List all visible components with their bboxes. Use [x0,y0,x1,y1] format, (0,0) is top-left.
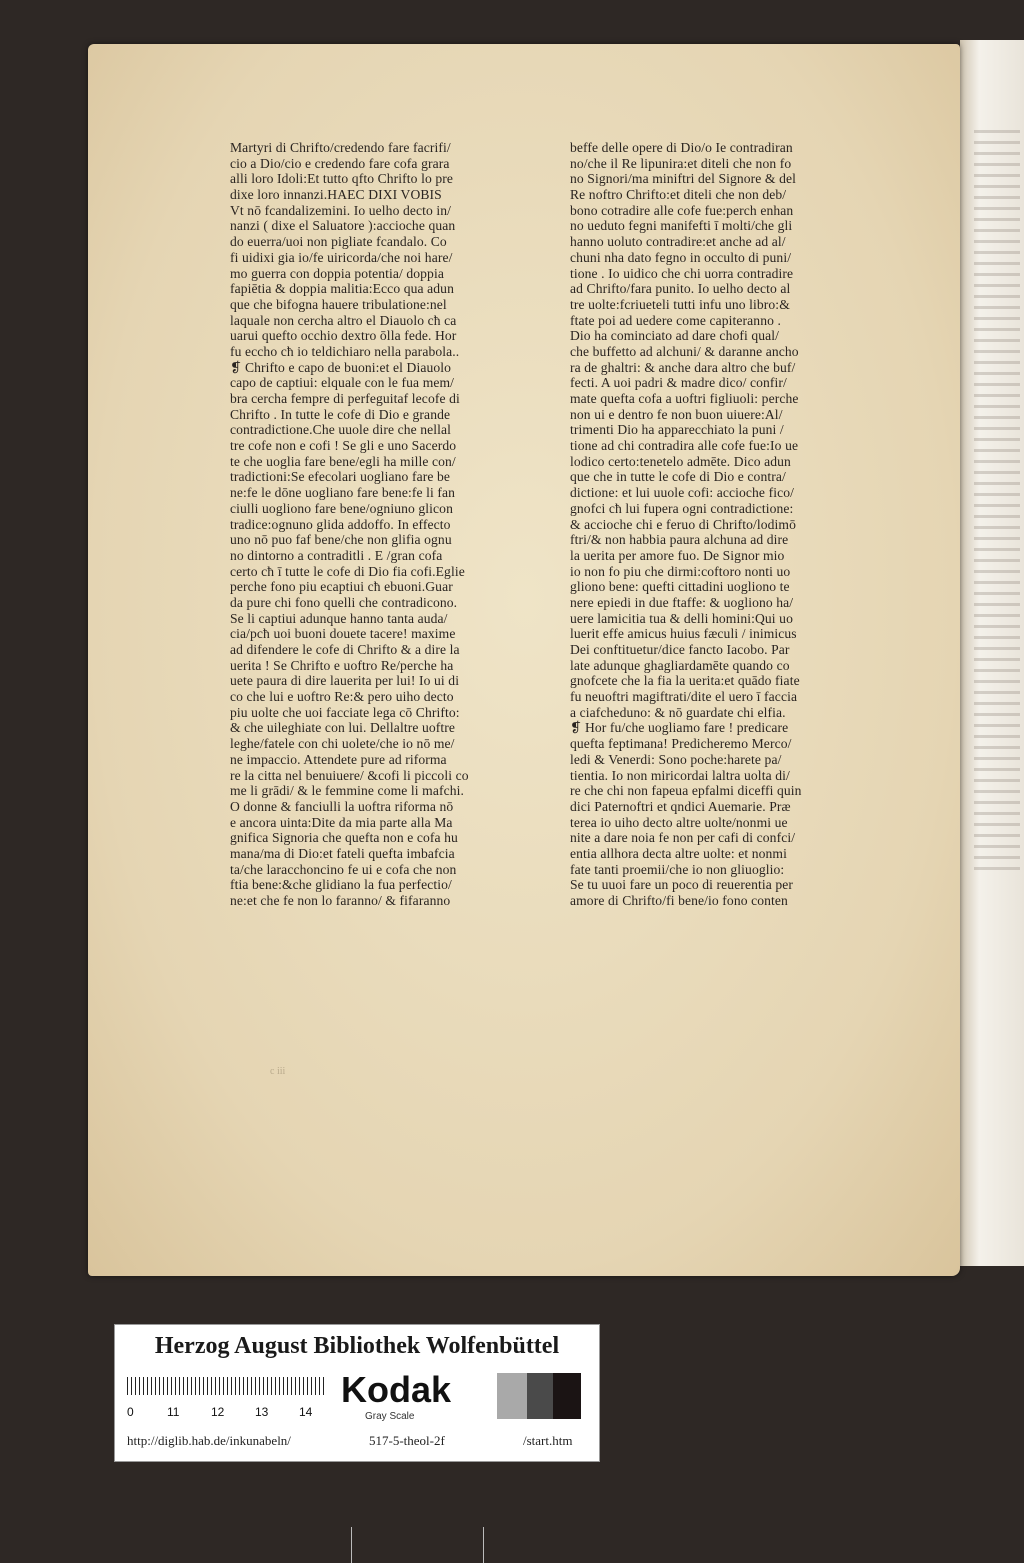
text-line: Se tu uuoi fare un poco di reuerentia per [570,877,794,893]
text-line: ta/che laracchoncino fe ui e cofa che non [230,861,457,877]
text-line: capo de captiui: elquale con le fua mem/ [230,375,455,391]
text-line: laquale non cercha altro el Diauolo cħ ca [230,312,457,328]
text-line: ad Chrifto/fara punito. Io uelho decto al [570,281,791,297]
text-line: certo cħ ī tutte le cofe di Dio fia cofi.Eglie [230,563,465,579]
gray-swatch [527,1373,553,1419]
ruler-number: 12 [211,1405,225,1419]
text-line: ftate poi ad uedere come capiteranno . [570,312,781,328]
scale-ruler [127,1377,327,1417]
text-line: nere epiedi in due ftaffe: & uogliono ha/ [570,594,794,610]
gray-swatch [553,1373,581,1419]
text-line: nite a dare noia fe non per cafi di confci/ [570,830,796,846]
text-line: me li grādi/ & le femmine come li mafchi. [230,783,464,799]
text-line: Chrifto . In tutte le cofe di Dio e grande [230,406,451,422]
text-line: gnifica Signoria che quefta non e cofa hu [230,830,458,846]
text-line: nanzi ( dixe el Saluatore ):accioche quan [230,218,456,234]
text-line: gliono bene: quefti cittadini uogliono te [570,579,790,595]
text-line: Re noftro Chrifto:et diteli che non deb/ [570,187,787,203]
text-line: fu neuoftri magiftrati/dite el uero ī faccia [570,689,798,705]
text-line: do euerra/uoi non pigliate fcandalo. Co [230,234,447,250]
text-line: & che uileghiate con lui. Dellaltre uoftre [230,720,456,736]
text-line: e ancora uinta:Dite da mia parte alla Ma [230,814,453,830]
text-line: la uerita per amore fuo. De Signor mio [570,547,785,563]
text-line: perche fono piu ecaptiui cħ ebuoni.Guar [230,579,453,595]
text-line: ne:fe le dōne uogliano fare bene:fe li fan [230,485,455,501]
text-line: fu eccho cħ io teldichiaro nella parabola.. [230,343,460,359]
text-line: cio a Dio/cio e credendo fare cofa grara [230,155,450,171]
text-line: & accioche chi e feruo di Chrifto/lodimō [570,516,796,532]
text-line: beffe delle opere di Dio/o Ie contradiran [570,140,793,155]
text-line: cia/pcħ uoi buoni douete tacere! maxime [230,626,456,642]
text-line: terea io uiho decto altre uolte/nonmi ue [570,814,788,830]
text-line: O donne & fanciulli la uoftra riforma nō [230,798,454,814]
text-line: chuni nha dato fegno in occulto di puni/ [570,249,792,265]
text-line: no dintorno a contraditli . E /gran cofa [230,547,443,563]
text-line: no/che il Re lipunira:et diteli che non fo [570,155,792,171]
url-start-page[interactable]: /start.htm [523,1433,573,1448]
text-line: late adunque ghagliardamēte quando co [570,657,790,673]
text-line: mana/ma di Dio:et fateli quefta imbafcia [230,845,455,861]
text-line: bra cercha fempre di perfeguitaf lecofe di [230,391,460,406]
text-line: uere lamicitia tua & delli homini:Qui uo [570,610,793,626]
url-base-link[interactable]: http://diglib.hab.de/inkunabeln/ [127,1433,291,1448]
kodak-logo: Kodak [341,1369,452,1410]
divider [483,1527,484,1563]
ruler-ticks [127,1377,327,1395]
gray-swatches [497,1373,585,1419]
text-line: fapiētia & doppia malitia:Ecco qua adun [230,281,454,297]
text-line: tre cofe non e cofi ! Se gli e uno Sacerdo [230,438,457,454]
text-line: uerita ! Se Chrifto e uoftro Re/perche ha [230,657,454,673]
text-line: non ui e dentro fe non buon uiuere:Al/ [570,406,783,422]
text-line: que che bifogna hauere tribulatione:nel [230,296,447,312]
text-line: tione ad chi contradira alle cofe fue:Io ue [570,438,799,454]
gray-scale-label: Gray Scale [365,1411,415,1422]
text-line: no Signori/ma miniftri del Signore & del [570,171,797,187]
ruler-number: 11 [167,1405,180,1419]
ruler-number: 0 [127,1405,134,1419]
text-line: re che chi non fapeua epfalmi diceffi quin [570,783,802,799]
left-text-column [230,140,548,909]
text-line: ❡ Chrifto e capo de buoni:et el Diauolo [230,359,452,375]
text-line: lodico certo:tenetelo admēte. Dico adun [570,453,791,469]
text-line: gnofcete che la fia la uerita:et quādo fiate [570,673,800,689]
text-line: alli loro Idoli:Et tutto qfto Chrifto lo pre [230,171,454,187]
divider [351,1527,352,1563]
url-shelfmark[interactable]: 517-5-theol-2f [369,1433,445,1448]
text-line: Martyri di Chrifto/credendo fare facrifi/ [230,140,451,155]
text-line: gnofci cħ lui fupera ogni contradictione: [570,500,794,516]
right-text-column [570,140,880,909]
text-line: uno nō puo faf bene/che non glifia ognu [230,532,452,548]
text-line: entia allhora decta altre uolte: et nonmi [570,845,787,861]
text-line: fate tanti proemii/che io non gliuoglio: [570,861,785,877]
ruler-numbers [127,1405,327,1419]
page-signature-mark: c iii [270,1066,286,1077]
text-line: tradice:ognuno glida addoffo. In effecto [230,516,451,532]
ruler-number: 13 [255,1405,269,1419]
text-line: mo guerra con doppia potentia/ doppia [230,265,444,281]
text-line: re la citta nel benuiuere/ &cofi li piccoli co [230,767,469,783]
text-line: a ciafcheduno: & nō guardate chi elfia. [570,704,786,720]
text-line: tione . Io uidico che chi uorra contradire [570,265,794,281]
text-line: ftri/& non habbia paura alchuna ad dire [570,532,789,548]
text-line: ciulli uogliono fare bene/ogniuno glicon [230,500,453,516]
text-line: quefta feptimana! Predicheremo Merco/ [570,736,792,752]
text-line: fecti. A uoi padri & madre dico/ confir/ [570,375,787,391]
text-line: tientia. Io non miricordai laltra uolta di/ [570,767,790,783]
url-row [115,1429,599,1455]
text-line: Vt nō fcandalizemini. Io uelho decto in/ [230,202,452,218]
text-line: Se li captiui adunque hanno tanta auda/ [230,610,448,626]
text-line: co che lui e uoftro Re:& pero uiho decto [230,689,454,705]
library-title: Herzog August Bibliothek Wolfenbüttel [154,1333,560,1359]
text-line: no ueduto fegni manifefti ī molti/che gli [570,218,793,234]
text-line: dici Paternoftri et qndici Auemarie. Præ [570,798,791,814]
text-line: io non fo piu che dirmi:coftoro nonti uo [570,563,791,579]
text-line: amore di Chrifto/fi bene/io fono conten [570,893,788,908]
text-line: dictione: et lui uuole cofi: accioche fico/ [570,485,794,501]
ruler-number: 14 [299,1405,313,1419]
text-line: tradictioni:Se efecolari uogliano fare be [230,469,450,485]
text-line: ne:et che fe non lo faranno/ & fifaranno [230,893,451,908]
text-line: bono cotradire alle cofe fue:perch enhan [570,202,794,218]
text-line: trimenti Dio ha apparecchiato la puni / [570,422,784,438]
text-line: piu uolte che uoi facciate lega cō Chrifto: [230,704,460,720]
text-line: te che uoglia fare bene/egli ha mille con/ [230,453,456,469]
text-line: contradictione.Che uuole dire che nellal [230,422,452,438]
text-line: ad difendere le cofe di Chrifto & a dire la [230,642,460,657]
gray-swatch [497,1373,527,1419]
text-line: luerit effe amicus huius fæculi / inimicus [570,626,797,642]
text-line: dixe loro innanzi.HAEC DIXI VOBIS [230,187,442,203]
text-line: mate quefta cofa a uoftri figliuoli: perche [570,391,799,406]
text-line: Dei conftituetur/dice fancto Iacobo. Par [570,642,790,657]
text-line: Dio ha cominciato ad dare chofi qual/ [570,328,780,344]
text-line: che buffetto ad alchuni/ & daranne ancho [570,343,799,359]
text-line: leghe/fatele con chi uolete/che io nō me/ [230,736,455,752]
color-target-card [114,1324,600,1462]
text-line: fi uidixi gia io/fe uiricorda/che noi hare/ [230,249,453,265]
text-line: ledi & Venerdi: Sono poche:harete pa/ [570,751,782,767]
text-line: ❡ Hor fu/che uogliamo fare ! predicare [570,720,789,736]
text-line: ne impaccio. Attendete pure ad riforma [230,751,447,767]
text-line: que che in tutte le cofe di Dio e contra/ [570,469,786,485]
text-line: uarui quefto occhio dextro ōlla fede. Hor [230,328,457,344]
text-line: hanno uoluto contradire:et anche ad al/ [570,234,786,250]
next-page-edge [960,40,1024,1266]
text-line: tre uolte:fcriueteli tutti infu uno libro:& [570,296,790,312]
text-line: ftia bene:&che glidiano la fua perfectio/ [230,877,452,893]
text-line: ra de ghaltri: & anche dara altro che buf/ [570,359,796,375]
text-line: uete paura di dire lauerita per lui! Io ui di [230,673,460,689]
show-through-text [974,130,1020,870]
text-line: da pure chi fono quelli che contradicono. [230,594,458,610]
